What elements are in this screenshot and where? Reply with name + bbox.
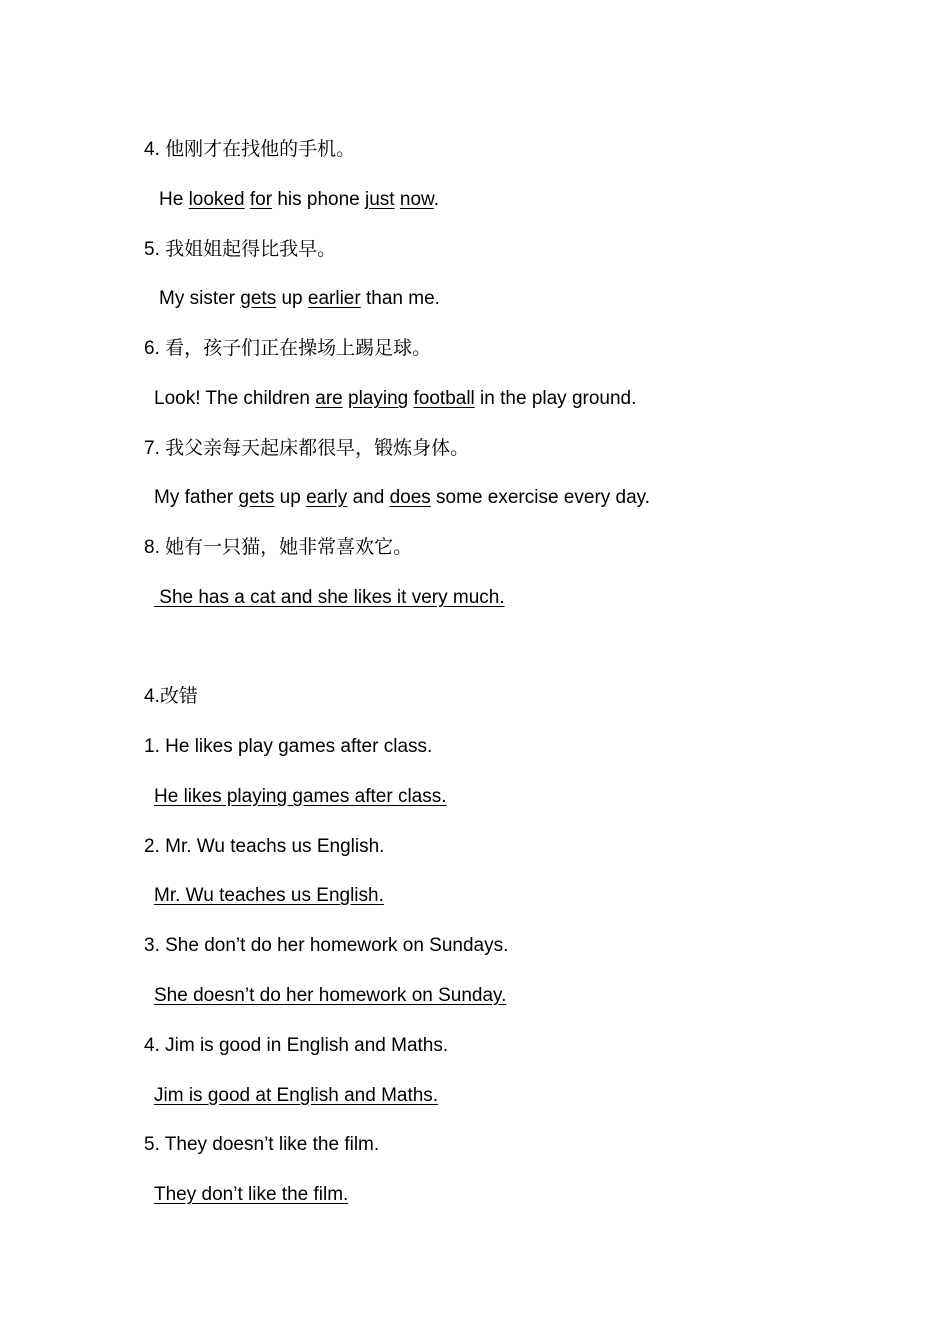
text-segment: up <box>276 288 308 309</box>
correction-question: 1. He likes play games after class. <box>144 736 433 757</box>
correction-question: 5. They doesn’t like the film. <box>144 1134 380 1155</box>
question-7-chinese: 7. 我父亲每天起床都很早，锻炼身体。 <box>144 438 470 459</box>
answer-6-english <box>154 387 636 411</box>
blank-answer: are <box>315 388 343 409</box>
answer-8-english: She has a cat and she likes it very much. <box>154 587 505 608</box>
blank-answer: looked <box>188 189 245 210</box>
blank-answer: gets <box>238 487 275 508</box>
correction-answer: He likes playing games after class. <box>154 786 447 807</box>
text-segment: Look! The children <box>154 388 316 409</box>
correction-question: 3. She don’t do her homework on Sundays. <box>144 935 509 956</box>
answer-5-english <box>159 287 440 311</box>
text-segment: some exercise every day. <box>430 487 651 508</box>
blank-answer: for <box>249 189 273 210</box>
text-segment: in the play ground. <box>474 388 637 409</box>
text-segment: up <box>274 487 307 508</box>
question-8-chinese: 8. 她有一只猫，她非常喜欢它。 <box>144 537 413 558</box>
text-segment: My sister <box>159 288 241 309</box>
blank-answer: football <box>413 388 475 409</box>
correction-answer: They don’t like the film. <box>154 1184 349 1205</box>
blank-answer: now <box>399 189 434 210</box>
blank-answer: just <box>365 189 395 210</box>
blank-answer: gets <box>240 288 277 309</box>
blank-answer: earlier <box>307 288 361 309</box>
question-5-chinese: 5. 我姐姐起得比我早。 <box>144 239 337 260</box>
text-segment: . <box>433 189 439 210</box>
correction-answer: Jim is good at English and Maths. <box>154 1085 439 1106</box>
correction-question: 4. Jim is good in English and Maths. <box>144 1035 449 1056</box>
text-segment: My father <box>154 487 239 508</box>
blank-answer: does <box>389 487 431 508</box>
section-heading-correction: 4.改错 <box>144 686 198 707</box>
text-segment: He <box>159 189 189 210</box>
answer-7-english <box>154 486 650 510</box>
text-segment: than me. <box>360 288 440 309</box>
question-6-chinese: 6. 看，孩子们正在操场上踢足球。 <box>144 338 432 359</box>
correction-question: 2. Mr. Wu teachs us English. <box>144 836 385 857</box>
correction-answer: She doesn’t do her homework on Sunday. <box>154 985 507 1006</box>
blank-answer: playing <box>348 388 409 409</box>
question-4-chinese: 4. 他刚才在找他的手机。 <box>144 139 356 160</box>
answer-4-english <box>159 188 439 212</box>
correction-answer: Mr. Wu teaches us English. <box>154 885 384 906</box>
text-segment: his phone <box>272 189 366 210</box>
text-segment: and <box>347 487 390 508</box>
blank-answer: early <box>306 487 348 508</box>
